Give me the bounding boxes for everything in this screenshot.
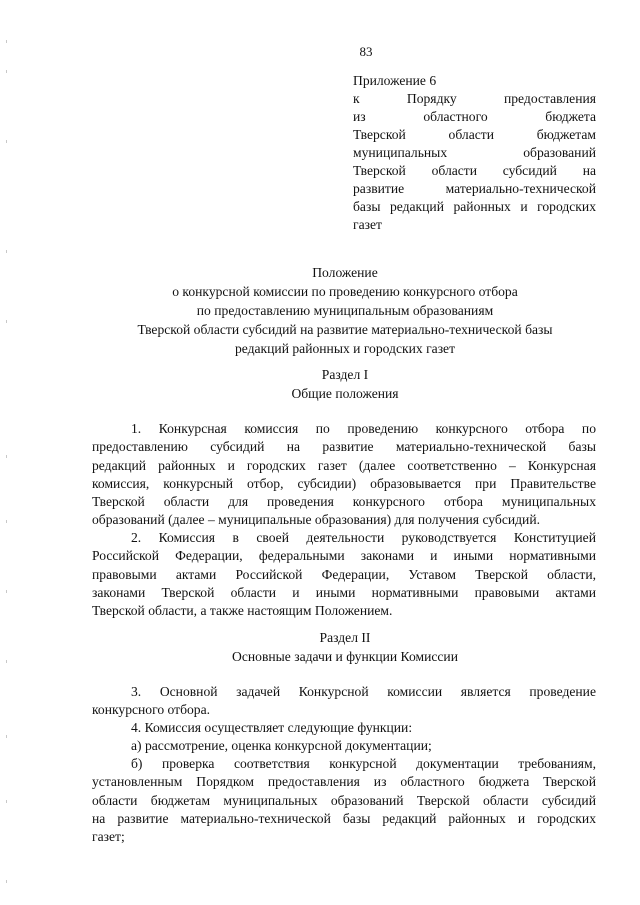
section-2-name: Основные задачи и функции Комиссии [232, 649, 458, 664]
paragraph-line: Тверской области для проведения конкурсного отбора муниципальных [92, 494, 596, 510]
paragraph-2 [92, 529, 596, 620]
paragraph-line: предоставлению субсидий на развитие материально-технической базы [92, 439, 596, 455]
document-title-line: Положение [312, 265, 378, 280]
appendix-body [353, 90, 596, 234]
appendix-line: Тверской области бюджетам [353, 127, 596, 142]
paragraph-line: конкурсного отбора. [92, 702, 211, 718]
item-b [92, 755, 596, 846]
item-a [92, 737, 596, 755]
paragraph-line: 2. Комиссия в своей деятельности руководствуется Конституцией [131, 530, 596, 545]
appendix-title: Приложение 6 [353, 73, 437, 88]
paragraph-3 [92, 683, 596, 720]
paragraph-line: 1. Конкурсная комиссия по проведению конкурсного отбора по [131, 421, 596, 436]
section-1-number: Раздел I [321, 367, 369, 382]
paragraph-line: Тверской области, а также настоящим Положением. [92, 603, 393, 619]
document-title-line: Тверской области субсидий на развитие материально-технической базы [137, 322, 553, 337]
document-title [100, 263, 590, 358]
paragraph-line: законами Тверской области и иными нормативными правовыми актами [92, 584, 596, 600]
appendix-line: муниципальных образований [353, 145, 596, 160]
page-number: 83 [359, 44, 373, 59]
paragraph-line: б) проверка соответствия конкурсной документации требованиям, [131, 756, 596, 771]
paragraph-line: 3. Основной задачей Конкурсной комиссии является проведение [131, 684, 596, 699]
paragraph-line: редакций районных и городских газет (далее соответственно – Конкурсная [92, 457, 596, 473]
paragraph-line: а) рассмотрение, оценка конкурсной документации; [131, 738, 432, 753]
appendix-line: развитие материально-технической [353, 181, 596, 196]
section-2-heading [100, 628, 590, 666]
paragraph-line: газет; [92, 829, 125, 845]
left-margin-scan-marks [6, 0, 10, 905]
document-title-line: о конкурсной комиссии по проведению конкурсного отбора [172, 284, 518, 299]
appendix-line: из областного бюджета [353, 109, 596, 124]
paragraph-line: комиссия, конкурсный отбор, субсидии) образовывается при Правительстве [92, 475, 596, 491]
appendix-line: Тверской области субсидий на [353, 163, 596, 178]
paragraph-4 [92, 719, 596, 737]
paragraph-line: образований (далее – муниципальные образования) для получения субсидий. [92, 512, 541, 528]
paragraph-1 [92, 420, 596, 530]
document-title-line: редакций районных и городских газет [234, 341, 456, 356]
section-1-name: Общие положения [291, 386, 399, 401]
paragraph-line: правовыми актами Российской Федерации, Уставом Тверской области, [92, 566, 596, 582]
document-title-line: по предоставлению муниципальным образованиям [196, 303, 494, 318]
appendix-line: к Порядку предоставления [353, 91, 596, 106]
section-1-heading [100, 365, 590, 403]
appendix-line: газет [353, 217, 382, 232]
appendix-line: базы редакций районных и городских [353, 199, 596, 214]
appendix-reference [353, 72, 596, 234]
paragraph-line: 4. Комиссия осуществляет следующие функции: [131, 720, 413, 735]
section-2-number: Раздел II [319, 630, 371, 645]
paragraph-line: Российской Федерации, федеральными законами и иными нормативными [92, 548, 596, 564]
paragraph-line: области бюджетам муниципальных образований Тверской области субсидий [92, 792, 596, 808]
paragraph-line: установленным Порядком предоставления из областного бюджета Тверской [92, 774, 596, 790]
paragraph-line: на развитие материально-технической базы редакций районных и городских [92, 810, 596, 826]
